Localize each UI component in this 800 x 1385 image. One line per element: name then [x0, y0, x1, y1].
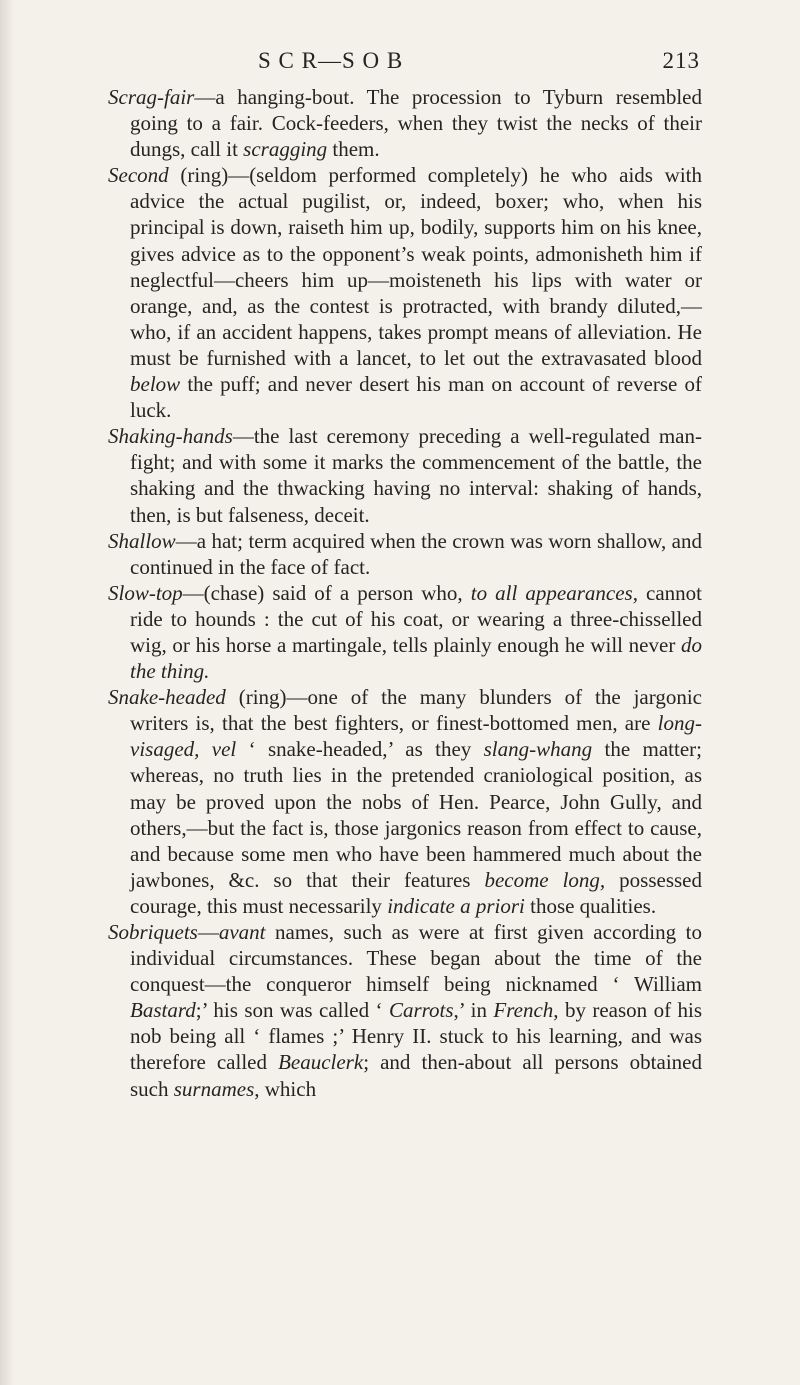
definition-text: a hat; term acquired when the crown was worn shallow, and continued in the face of fact. [130, 528, 702, 579]
definition-text: cannot ride to hounds : the cut of his coat, or wearing a three-chisselled wig, or his horse a martingale, tells plainly enough he will never [130, 580, 702, 657]
glossary-entry [108, 919, 702, 1102]
entry-separator: — [194, 85, 216, 109]
glossary-entry [108, 580, 702, 684]
italic-text: Beauclerk [278, 1050, 364, 1075]
glossary-entry [108, 162, 702, 423]
entry-term: Snake-headed [108, 685, 226, 710]
entry-separator: — [197, 920, 219, 944]
definition-text: a hanging-bout. The procession to Tyburn resembled going to a fair. Cock-feeders, when they twist the necks of their dungs, call it [130, 85, 702, 162]
italic-text: indicate a priori [387, 893, 525, 918]
italic-text: long-visaged, vel [130, 711, 702, 762]
italic-text: slang-whang [483, 737, 593, 762]
page-header [118, 48, 700, 82]
italic-text: avant [218, 920, 266, 944]
glossary-entry [108, 684, 702, 919]
entry-term: Shaking-hands [108, 424, 233, 449]
definition-text: ‘ snake-headed,’ as they [236, 737, 484, 762]
page-edge-shadow [0, 0, 14, 1385]
definition-text: ;’ his son was called ‘ [195, 998, 389, 1023]
entry-term: Slow-top [108, 580, 183, 605]
entry-term: Shallow [108, 528, 176, 553]
definition-text: those qualities. [524, 893, 657, 918]
italic-text: Bastard [130, 998, 196, 1023]
entry-separator [169, 163, 181, 187]
italic-text: do the thing. [130, 632, 702, 684]
glossary-entry [108, 84, 702, 162]
definition-text: ; and then-about all persons obtained such [130, 1050, 702, 1101]
entry-separator: — [182, 580, 204, 605]
definition-text: the puff; and never desert his man on account of reverse of luck. [130, 372, 702, 423]
entry-term: Second [108, 163, 169, 188]
definition-text: , by reason of his nob being all ‘ flames ;’ Henry II. stuck to his learning, and was therefore called [130, 998, 702, 1075]
definition-text: the matter; whereas, no truth lies in the pretended craniological position, as may be proved upon the nobs of Hen. Pearce, John Gully, and others,—but the fact is, those jargonics reason from effect to cause, and because some men who have been hammered much about the jawbones, &c. so that their features [130, 737, 702, 892]
italic-text: become long, [484, 867, 606, 892]
running-head: S C R—S O B [258, 48, 404, 73]
definition-text: ,’ in [453, 998, 494, 1023]
definition-text: names, such as were at first given according to individual circumstances. These began about the time of the conquest—the conqueror himself being nicknamed ‘ William [130, 920, 702, 997]
definition-text: the last ceremony preceding a well-regulated man-fight; and with some it marks the commencement of the battle, the shaking and the thwacking having no interval: shaking of hands, then, is but falseness, deceit. [130, 424, 702, 527]
italic-text: scragging [243, 137, 328, 162]
italic-text: below [130, 372, 181, 397]
glossary-entries [108, 84, 702, 1102]
glossary-entry [108, 528, 702, 580]
italic-text: to all appearances, [470, 580, 638, 605]
entry-term: Sobriquets [108, 920, 198, 944]
entry-separator: — [175, 528, 197, 553]
definition-text: possessed courage, this must necessarily [130, 867, 702, 918]
glossary-entry [108, 423, 702, 527]
definition-text: them. [327, 137, 380, 162]
italic-text: surnames [173, 1076, 255, 1101]
definition-text: (ring)—one of the many blunders of the jargonic writers is, that the best fighters, or finest-bottomed men, are [130, 685, 702, 736]
definition-text: (chase) said of a person who, [203, 580, 471, 605]
italic-text: French [493, 998, 554, 1023]
italic-text: Carrots [388, 998, 454, 1023]
definition-text: (ring)—(seldom performed completely) he who aids with advice the actual pugilist, or, indeed, boxer; who, when his principal is down, raiseth him up, bodily, supports him on his knee, gives advice as to the opponent’s weak points, admonisheth him if neglectful—cheers him up—moisteneth his lips with water or orange, and, as the contest is protracted, with brandy diluted,—who, if an accident happens, takes prompt means of alleviation. He must be furnished with a lancet, to let out the extravasated blood [130, 163, 703, 370]
entry-term: Scrag-fair [108, 85, 195, 109]
page-number: 213 [662, 48, 700, 73]
definition-text: , which [254, 1076, 317, 1101]
entry-separator [226, 685, 239, 709]
entry-separator: — [232, 424, 254, 449]
